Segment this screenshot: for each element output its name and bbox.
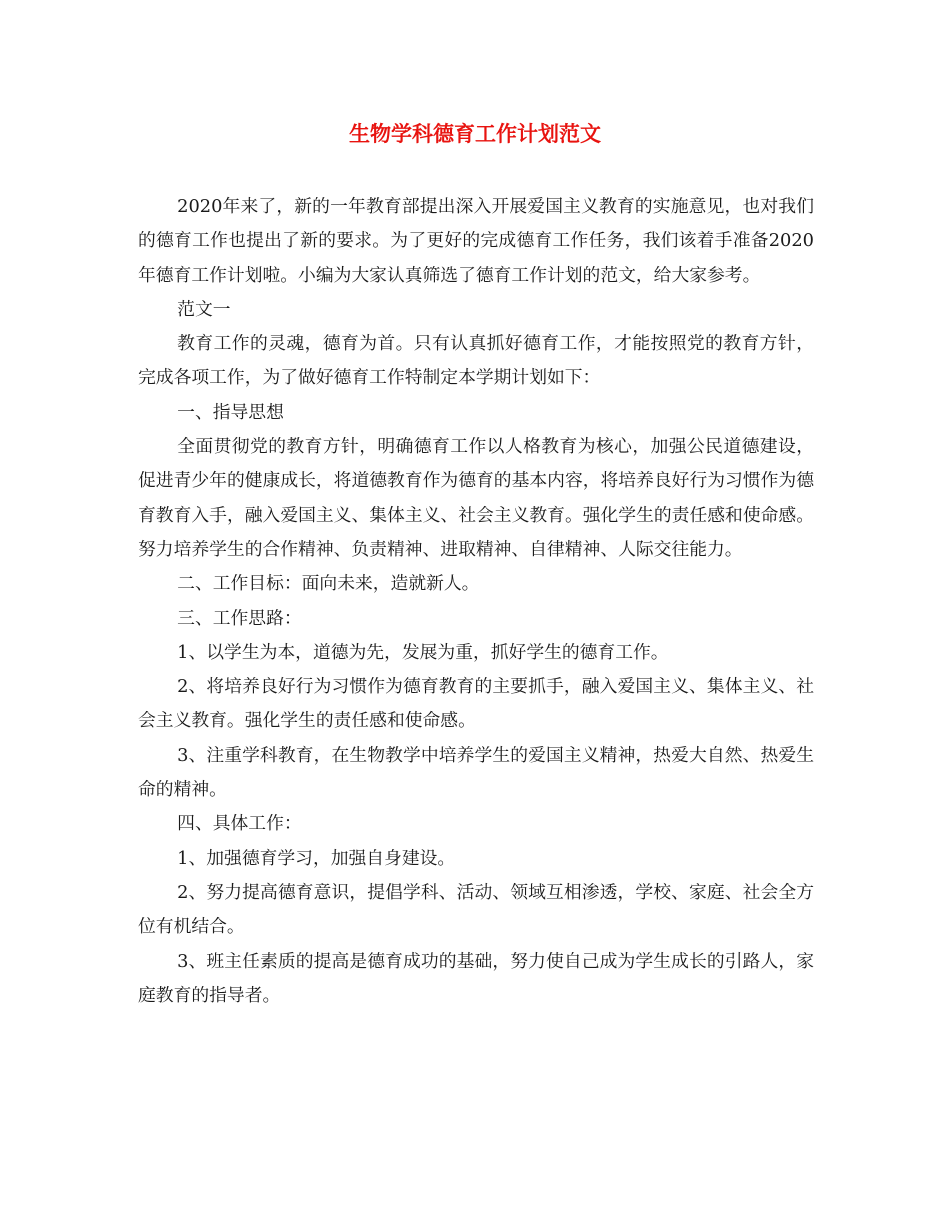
- intro-paragraph: 2020年来了，新的一年教育部提出深入开展爱国主义教育的实施意见，也对我们的德育工作也提出了新的要求。为了更好的完成德育工作任务，我们该着手准备2020年德育工作计划啦。小编为大家认真筛选了德育工作计划的范文，给大家参考。: [138, 196, 814, 286]
- section-heading-guiding-thought: 一、指导思想: [177, 401, 284, 423]
- list-item: 1、以学生为本，道德为先，发展为重，抓好学生的德育工作。: [177, 641, 669, 663]
- section-heading-specific-work: 四、具体工作：: [177, 813, 302, 835]
- body-paragraph: 教育工作的灵魂，德育为首。只有认真抓好德育工作，才能按照党的教育方针，完成各项工作，为了做好德育工作特制定本学期计划如下：: [138, 333, 814, 389]
- sample-heading: 范文一: [177, 298, 231, 320]
- list-item: 3、班主任素质的提高是德育成功的基础，努力使自己成为学生成长的引路人，家庭教育的指导者。: [138, 950, 814, 1006]
- document-body: [138, 190, 814, 1013]
- list-item: 2、将培养良好行为习惯作为德育教育的主要抓手，融入爱国主义、集体主义、社会主义教育。强化学生的责任感和使命感。: [138, 676, 814, 732]
- list-item: 3、注重学科教育，在生物教学中培养学生的爱国主义精神，热爱大自然、热爱生命的精神。: [138, 744, 814, 801]
- list-item: 1、加强德育学习，加强自身建设。: [177, 847, 456, 869]
- document-title: 生物学科德育工作计划范文: [349, 121, 601, 146]
- list-item: 2、努力提高德育意识，提倡学科、活动、领域互相渗透，学校、家庭、社会全方位有机结合。: [138, 881, 814, 938]
- section-heading-work-approach: 三、工作思路：: [177, 607, 302, 629]
- body-paragraph: 全面贯彻党的教育方针，明确德育工作以人格教育为核心，加强公民道德建设，促进青少年的健康成长，将道德教育作为德育的基本内容，将培养良好行为习惯作为德育教育入手，融入爱国主义、集体主义、社会主义教育。强化学生的责任感和使命感。努力培养学生的合作精神、负责精神、进取精神、自律精神、人际交往能力。: [138, 436, 814, 560]
- section-heading-work-goal: 二、工作目标：面向未来，造就新人。: [177, 573, 480, 595]
